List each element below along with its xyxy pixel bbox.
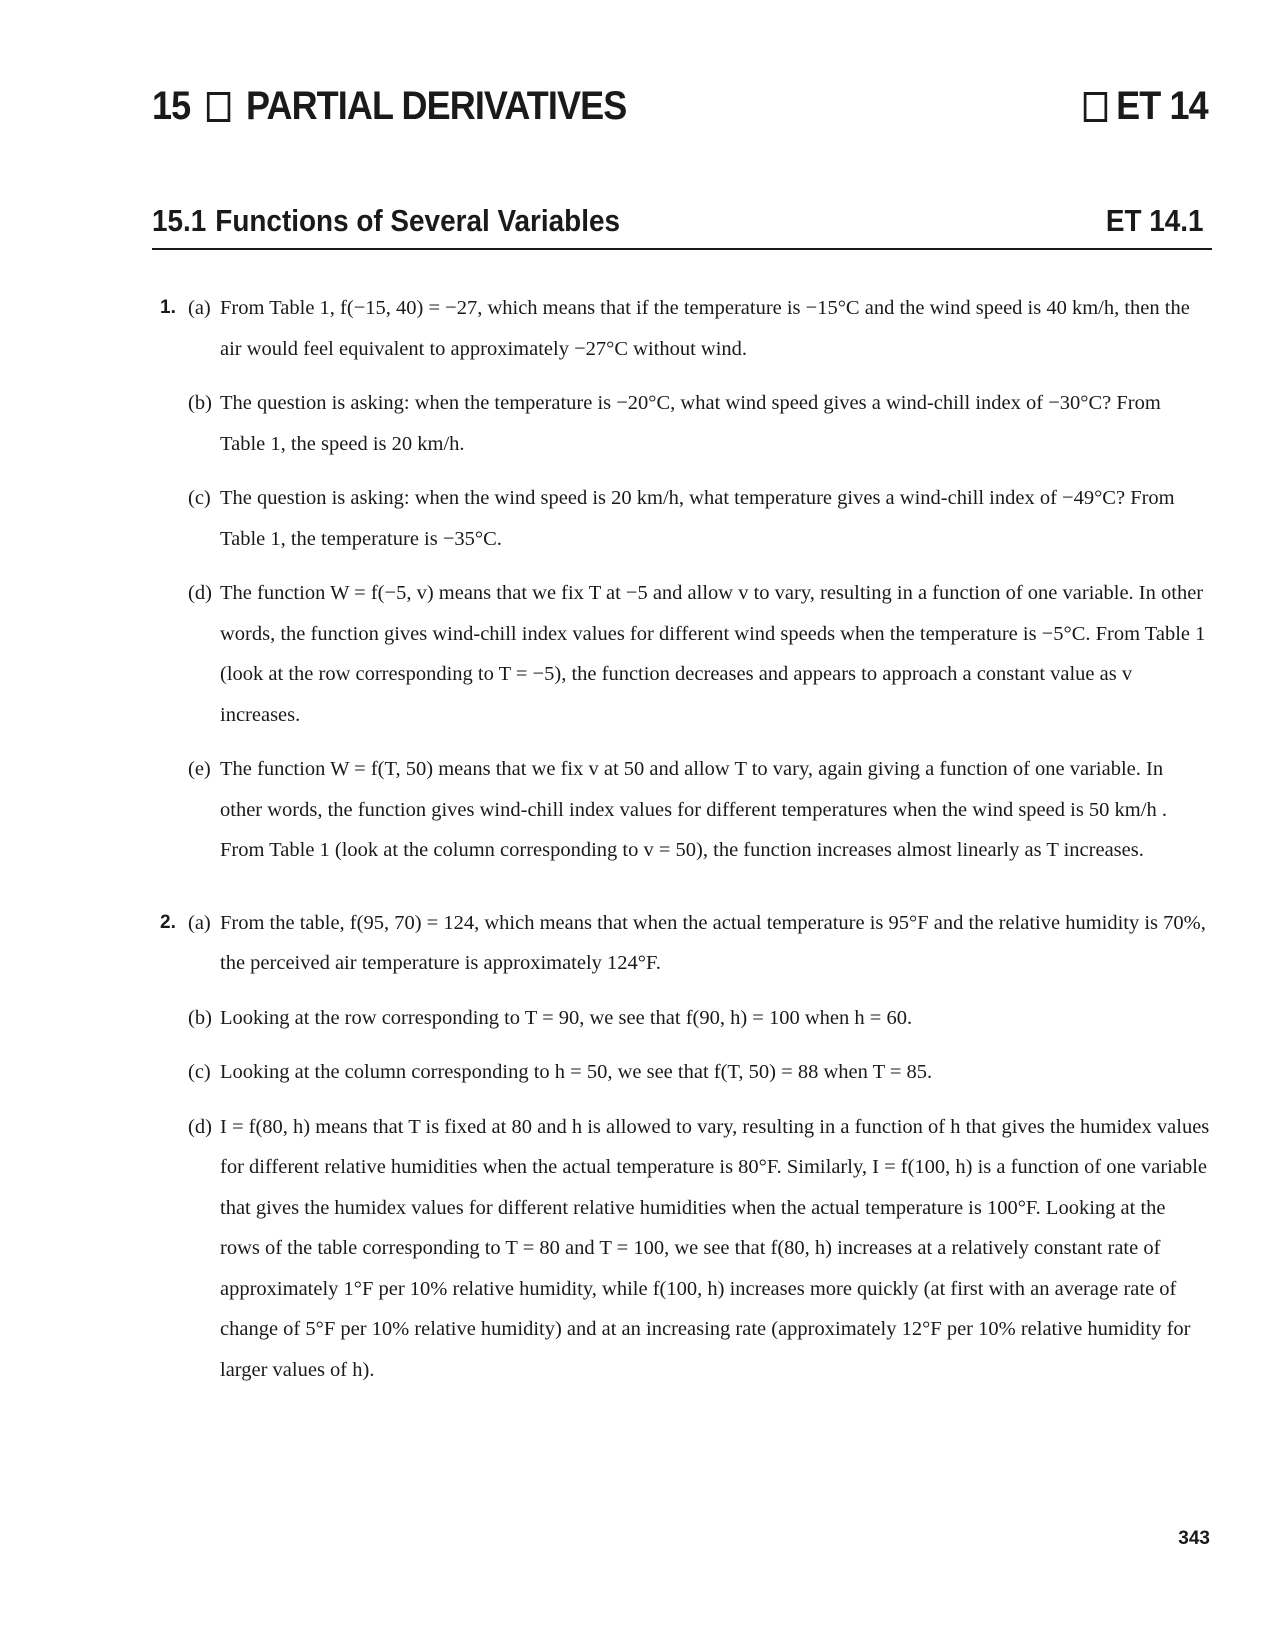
section-heading (152, 202, 620, 240)
problem-number: 2. (160, 911, 176, 933)
part-text: Looking at the row corresponding to T = 90, we see that f(90, h) = 100 when h = 60. (220, 1006, 913, 1029)
part-text: From Table 1, f(−15, 40) = −27, which means that if the temperature is −15°C and the wind speed is 40 km/h, then the air would feel equivalent to approximately −27°C without wind. (220, 297, 1190, 360)
square-bullet-icon (206, 92, 229, 122)
problem-1 (160, 288, 1210, 871)
problem-part (160, 749, 1210, 871)
problem-part (160, 573, 1210, 735)
problem-number: 1. (160, 297, 176, 318)
part-text: The question is asking: when the wind speed is 20 km/h, what temperature gives a wind-chill index of −49°C? From Table 1, the temperature is −35°C. (220, 487, 1175, 550)
part-label: (b) (188, 392, 212, 414)
part-label: (d) (188, 1115, 212, 1138)
part-text: The question is asking: when the temperature is −20°C, what wind speed gives a wind-chill index of −30°C? From Table 1, the speed is 20 km/h. (220, 392, 1161, 455)
part-text: The function W = f(T, 50) means that we fix v at 50 and allow T to vary, again giving a function of one variable. In other words, the function gives wind-chill index values for different temperatures when the wind speed is 50 km/h . From Table 1 (look at the column corresponding to v = 50), the function increases almost linearly as T increases. (220, 758, 1167, 861)
problem-part (160, 478, 1210, 559)
square-bullet-icon (1084, 92, 1107, 122)
section-number: 15.1 (152, 203, 207, 238)
problem-2 (160, 903, 1210, 1391)
chapter-title: PARTIAL DERIVATIVES (246, 84, 627, 128)
et-section-reference: ET 14.1 (1106, 203, 1204, 238)
part-text: I = f(80, h) means that T is fixed at 80 and h is allowed to vary, resulting in a function of h that gives the humidex values for different relative humidities when the actual temperature is 80°F. Similarly, I = f(100, h) is a function of one variable that gives the humidex values for different relative humidities when the actual temperature is 100°F. Looking at the rows of the table corresponding to T = 80 and T = 100, we see that f(80, h) increases at a relatively constant rate of approximately 1°F per 10% relative humidity, while f(100, h) increases more quickly (at first with an average rate of change of 5°F per 10% relative humidity) and at an increasing rate (approximately 12°F per 10% relative humidity for larger values of h). (220, 1115, 1210, 1381)
part-label: (a) (188, 297, 211, 319)
et-chapter-reference (1084, 80, 1208, 132)
part-label: (a) (188, 911, 211, 934)
problem-part (160, 1107, 1210, 1391)
problem-part (160, 288, 1210, 369)
problem-part (160, 998, 1210, 1039)
solutions-body (160, 288, 1210, 1422)
part-label: (d) (188, 582, 212, 604)
problem-part (160, 1052, 1210, 1093)
page-number: 343 (1178, 1528, 1210, 1549)
problem-part (160, 383, 1210, 464)
chapter-heading (152, 80, 626, 132)
part-label: (b) (188, 1006, 212, 1029)
part-label: (e) (188, 758, 211, 780)
part-text: The function W = f(−5, v) means that we fix T at −5 and allow v to vary, resulting in a function of one variable. In other words, the function gives wind-chill index values for different wind speeds when the temperature is −5°C. From Table 1 (look at the row corresponding to T = −5), the function decreases and appears to approach a constant value as v increases. (220, 582, 1206, 726)
problem-part (160, 903, 1210, 984)
section-title: Functions of Several Variables (215, 203, 621, 238)
part-label: (c) (188, 1061, 211, 1083)
et-chapter-label: ET 14 (1116, 84, 1208, 128)
part-text: Looking at the column corresponding to h = 50, we see that f(T, 50) = 88 when T = 85. (220, 1061, 933, 1083)
section-header (152, 198, 1212, 250)
chapter-header (152, 80, 1208, 140)
chapter-number: 15 (152, 84, 191, 128)
part-label: (c) (188, 487, 211, 509)
part-text: From the table, f(95, 70) = 124, which means that when the actual temperature is 95°F and the relative humidity is 70%, the perceived air temperature is approximately 124°F. (220, 911, 1206, 974)
